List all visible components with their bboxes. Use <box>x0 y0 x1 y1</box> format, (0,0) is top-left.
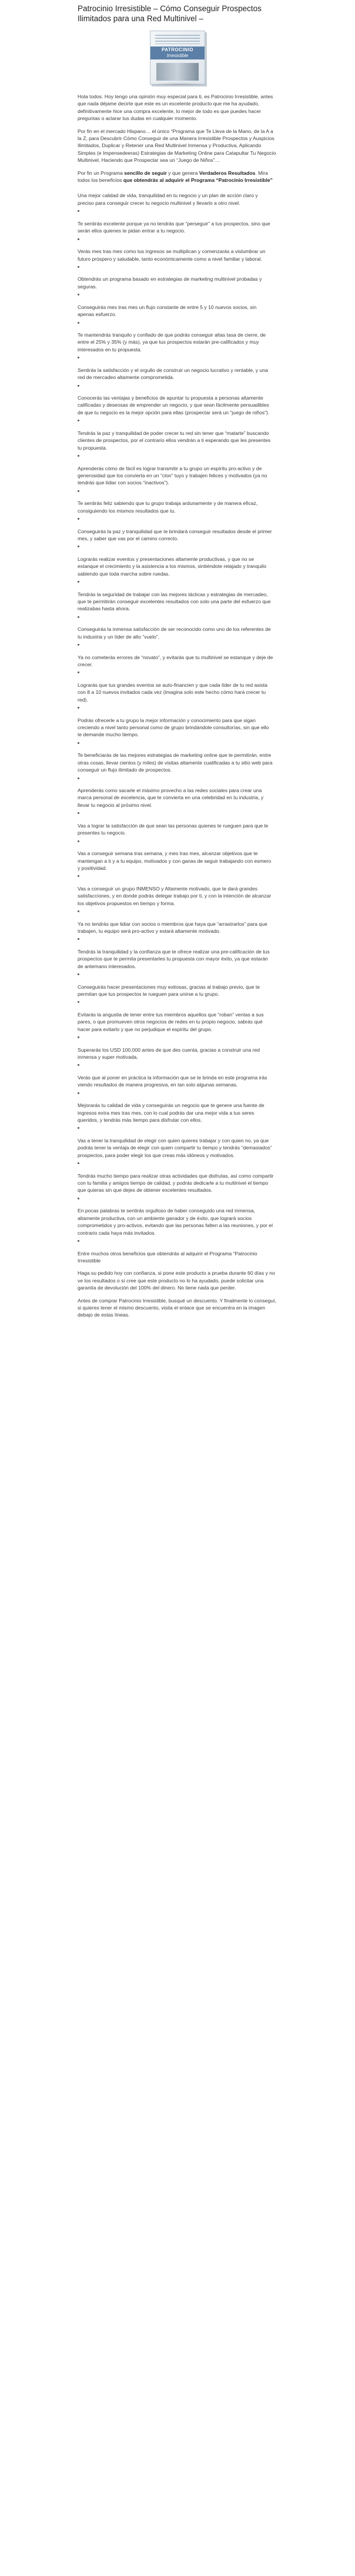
benefit-text: Podrás ofrecerle a tu grupo la mejor información y conocimiento para que sigan creciendo a nivel tanto personal como de grupo brindándole consultorías, sin que ello te demande mucho tiempo. <box>78 717 269 738</box>
benefit-text: Vas a conseguir un grupo INMENSO y Altamente motivado, que te dará grandes satisfacciones, y en donde podrás delegar trabajo por ti, y con la intención de alcanzar los objetivos propuestos en tiempo y forma. <box>78 885 272 906</box>
bullet-icon <box>78 490 79 492</box>
closing-section <box>78 1250 277 1319</box>
cover-shadow <box>146 82 211 86</box>
bullet-icon <box>78 294 79 295</box>
benefit-text: Vas a conseguir semana tras semana, y mes tras mes, alcanzar objetivos que te mantengan a ti y a tu equipo, motivados y con ganas de seguir trabajando con esmero y positividad. <box>78 850 272 871</box>
benefit-text: Sentirás la satisfacción y el orgullo de construir un negocio lucrativo y rentable, y una red de mercadeo altamente comprometida. <box>78 367 268 381</box>
bullet-icon <box>78 1092 79 1094</box>
benefit-item <box>78 192 277 212</box>
benefit-text: Tendrás la paz y tranquilidad de poder crecer tu red sin tener que “matarte” buscando clientes de prospectos, por el contrario ellos vendrán a ti esperando que les presentes tu propuesta. <box>78 430 271 451</box>
bullet-icon <box>78 1162 79 1164</box>
bullet-icon <box>78 644 79 646</box>
benefit-text: Te sentirás feliz sabiendo que tu grupo trabaja ardunamente y de manera eficaz, consiguiendo los mismos resultados que tu. <box>78 500 258 514</box>
benefit-item <box>78 682 277 709</box>
intro-p3-bold-d: Verdaderos Resultados <box>199 169 256 176</box>
closing-paragraph-2: Haga su pedido hoy con confianza, si pone este producto a prueba durante 60 días y no ve los resultados o sí cree que este producto no lo ha ayudado, puede solicitar una garantía de devolución del 100% del dinero. No tiene nada que perder. <box>78 1270 275 1291</box>
benefit-item <box>78 1207 277 1242</box>
bullet-icon <box>78 938 79 940</box>
bullet-icon <box>78 518 79 520</box>
bullet-icon <box>78 812 79 814</box>
benefit-item <box>78 556 277 583</box>
benefit-item <box>78 1011 277 1038</box>
bullet-icon <box>78 385 79 387</box>
benefit-item <box>78 394 277 421</box>
benefit-text: Te beneficiarás de las mejores estrategias de marketing online que te permitirán, entre otras cosas, llevar cientos (y miles) de visitas altamente cualificadas a tu sitio web para conseguir un flujo ilimitado de prospectos. <box>78 752 273 773</box>
bullet-icon <box>78 672 79 673</box>
benefit-item <box>78 885 277 912</box>
bullet-icon <box>78 777 79 779</box>
bullet-icon <box>78 1240 79 1242</box>
benefit-text: Vas a tener la tranquilidad de elegir con quien quieres trabajar y con quien no, ya que podrás tener la ventaja de elegir con quien compartir tu tiempo y tendrás “demasiados” prospectos, para poder elegir los que creas más idóneos y motivados. <box>78 1137 272 1158</box>
benefit-text: Evitarás la angustia de tener entre tus miembros aquellos que “roban” ventas a sus pares, o que promueven otros negocios de redes en tu propio negocio, sabrás qué hacer para evitarlo y que no perjudique el espíritu del grupo. <box>78 1011 264 1032</box>
benefit-text: Verás mes tras mes como tus ingresos se multiplican y comenzarás a vislumbrar un futuro próspero y saludable, tanto económicamente como a nivel familiar y laboral. <box>78 248 266 262</box>
closing-paragraph-1: Entre muchos otros beneficios que obtendrás al adquirir el Programa “Patrocinio Irresistible <box>78 1250 257 1264</box>
intro-p3-part-e: . Mira todos los beneficios <box>78 169 268 184</box>
bullet-icon <box>78 910 79 912</box>
benefit-text: Una mejor calidad de vida, tranquilidad en tu negocio y un plan de acción claro y preciso para conseguir crecer tu negocio multinivel y llevarlo a otro nivel. <box>78 192 258 206</box>
intro-paragraph-2: Por fin en el mercado Hispano… el único “Programa que Te Lleva de la Mano, de la A a la Z, para Descubrir Cómo Conseguir de una Manera Irresistible Prospectos y Auspicios Ilimitados, Duplicar y Retener una Red Multinivel Inmensa y Productiva, Aplicando Simples (e Impensedeeras) Estrategias de Marketing Online para Catapultar Tu Negocio Multinivel, Haciendo que Prospectar sea un “Juego de Niños”… <box>78 128 276 164</box>
page-title: Patrocinio Irresistible – Cómo Conseguir Prospectos Ilimitados para una Red Multinivel – <box>78 4 262 23</box>
benefit-text: Te mantendrás tranquilo y confiado de que podrás conseguir altas tasa de cierre, de entre el 25% y 35% (y más), ya que tus prospectos estarán pre-calificados y muy interesados en tu propuesta. <box>78 332 266 353</box>
benefit-text: Aprenderás cómo de fácil es lograr transmitir a tu grupo un espíritu pro-activo y de generosidad que los convierta en un “clon” tuyo y trabajen felices y motivados (ya no tendrás que lidiar con socios “inactivos”). <box>78 465 267 486</box>
benefit-item <box>78 220 277 240</box>
benefit-text: En pocas palabras te sentirás orgulloso de haber conseguido una red inmensa, altamente productiva, con un ambiente ganador y de éxito, que logrará socios comprometidos y pro-activos, evitando que las personas falten a las reuniones, y por el contrario cada haya más invitados. <box>78 1208 273 1236</box>
intro-paragraph-1: Hola todos. Hoy tengo una opinión muy especial para ti, es Patrocinio Irresistible, antes que nada déjame decirte que este es un excelente producto que me ha ayudado, definitivamente hice una compra excelente, lo mejor de todo es que puedes hacer preguntas o aclarar tus dudas en cualquier momento. <box>78 94 273 122</box>
bullet-icon <box>78 581 79 583</box>
benefit-item <box>78 591 277 618</box>
benefit-item <box>78 717 277 744</box>
benefit-text: Tendrás la tranquilidad y la confianza que te ofrece realizar una pre-calificación de tus prospectos que te permita presentarles tu propuesta con mayor éxito, ya que estarán de antemano interesados. <box>78 948 270 969</box>
bullet-icon <box>78 1036 79 1038</box>
bullet-icon <box>78 707 79 709</box>
benefit-item <box>78 948 277 975</box>
bullet-icon <box>78 1127 79 1129</box>
benefit-item <box>78 331 277 358</box>
benefit-text: Superarás los USD 100.000 antes de que des cuenta, gracias a construir una red inmensa y super motivada. <box>78 1046 260 1060</box>
benefit-item <box>78 1137 277 1164</box>
bullet-icon <box>78 875 79 877</box>
benefit-text: Lograrás que tus grandes eventos se auto-financien y que cada líder de tu red asista con 8 a 10 nuevos invitados cada vez (imagina solo este hecho cómo hará crecer tu red). <box>78 682 267 703</box>
benefit-text: Lograrás realizar eventos y presentaciones altamente productivas, y que no se estanque el crecimiento y la asistencia a los mismos, sintiéndote relajado y tranquilo sabiendo que toda marcha sobre ruedas. <box>78 556 266 577</box>
benefit-item <box>78 528 277 548</box>
benefits-list <box>78 192 277 1242</box>
benefit-item <box>78 367 277 387</box>
benefit-text: Aprenderás como sacarle el máximo provecho a las redes sociales para crear una marca personal de excelencia, que te convierta en una celebridad en tu industria, y llevar tu negocio al próximo nivel. <box>78 787 264 808</box>
bullet-icon <box>78 1064 79 1066</box>
benefit-item <box>78 1046 277 1066</box>
benefit-text: Verás que al poner en práctica la información que se te brinda en este programa irás viendo resultados de manera progresiva, en tan solo algunas semanas. <box>78 1074 267 1088</box>
benefit-item <box>78 626 277 646</box>
bullet-icon <box>78 210 79 212</box>
cover-band-title: PATROCINIO <box>161 47 194 52</box>
bullet-icon <box>78 1001 79 1003</box>
benefit-item <box>78 1102 277 1129</box>
benefit-text: Conseguirás la paz y tranquilidad que te brindará conseguir resultados desde el primer mes, y saber que vas por el camino correcto. <box>78 528 272 541</box>
benefit-text: Tendrás mucho tiempo para realizar otras actividades que disfrutas, así como compartir con tu familia y amigos tiempo de calidad, y podrás dedicarle a tu multinivel el tiempo que quieras sin que dejes de obtener excelentes resultados. <box>78 1172 274 1194</box>
benefit-item <box>78 465 277 492</box>
bullet-icon <box>78 322 79 324</box>
benefit-item <box>78 275 277 295</box>
benefit-text: Tendrás la seguridad de trabajar con las mejores tácticas y estrategias de mercadeo, que te permitirán conseguir excelentes resultados con solo una parte del esfuerzo que realizabas hasta ahora. <box>78 591 271 612</box>
product-cover-image <box>139 28 216 87</box>
bullet-icon <box>78 455 79 457</box>
intro-paragraph-3 <box>78 169 277 184</box>
benefit-text: Conseguirás la inmensa satisfacción de ser reconocido como uno de los referentes de tu industria y un líder de alto “vuelo”. <box>78 626 271 640</box>
benefit-item <box>78 920 277 940</box>
benefit-text: Conocerás las ventajas y beneficios de apuntar tu propuesta a personas altamente calificadas y deseosas de emprender un negocio, y que sean fácilmente persuadibles de que tu negocio es la mejor opción para ellas (prospectar será un “juego de niños”). <box>78 395 270 416</box>
intro-p3-part-a: Por fin un Programa <box>78 169 125 176</box>
bullet-icon <box>78 840 79 842</box>
benefit-item <box>78 787 277 814</box>
product-box <box>150 31 205 85</box>
cover-band-subtitle: Irresistible <box>166 53 189 58</box>
bullet-icon <box>78 238 79 240</box>
intro-p3-bold-b: sencillo de seguir <box>124 169 167 176</box>
benefit-item <box>78 822 277 842</box>
cover-text-lines <box>155 35 200 44</box>
benefit-item <box>78 500 277 520</box>
bullet-icon <box>78 546 79 547</box>
bullet-icon <box>78 1198 79 1199</box>
benefit-item <box>78 248 277 268</box>
benefit-item <box>78 1074 277 1094</box>
bullet-icon <box>78 742 79 744</box>
bullet-icon <box>78 973 79 975</box>
benefit-text: Ya no tendrás que lidiar con socios o miembros que haya que “arrastrarlos” para que trabajen, tu equipo será pro-activo y estará altamente motivado. <box>78 920 267 934</box>
benefit-item <box>78 430 277 457</box>
benefit-text: Conseguirás mes tras mes un flujo constante de entre 5 y 10 nuevos socios, sin apenas esfuerzo. <box>78 304 257 318</box>
benefit-text: Ya no cometerás errores de “novato”, y evitarás que tu multinivel se estanque y deje de crecer. <box>78 654 273 667</box>
benefit-item <box>78 654 277 674</box>
benefit-text: Conseguirás hacer presentaciones muy exitosas, gracias al trabajo previo, que te permitan que tus prospectos te rueguen para unirse a tu grupo. <box>78 983 260 997</box>
benefit-item <box>78 983 277 1003</box>
benefit-text: Obtendrás un programa basado en estrategias de marketing multinivel probadas y seguras. <box>78 276 262 290</box>
intro-p3-part-c: y que genera <box>166 169 199 176</box>
bullet-icon <box>78 266 79 268</box>
benefit-text: Mejorarás tu calidad de vida y conseguirás un negocio que te genere una fuente de ingresos extra mes tras mes, con lo cual podrás dar una mejor vida a tus seres queridos, y tendrás más tiempo para disfrutar con ellos. <box>78 1102 264 1124</box>
cover-photo <box>156 63 199 81</box>
benefit-text: Vas a lograr la satisfacción de que sean las personas quienes te rueguen para que le presentes tu negocio. <box>78 822 269 836</box>
benefit-item <box>78 1172 277 1199</box>
benefit-item <box>78 752 277 779</box>
bullet-icon <box>78 420 79 421</box>
bullet-icon <box>78 357 79 358</box>
benefit-item <box>78 850 277 877</box>
benefit-text: Te sentirás excelente porque ya no tendrás que “perseguir” a tus prospectos, sino que serán ellos quienes te pidan entrar a tu negocio. <box>78 220 270 234</box>
intro-p3-bold-f: que obtendrás al adquirir el Programa “Patrocinio Irresistible” <box>123 177 273 184</box>
benefit-item <box>78 304 277 324</box>
closing-paragraph-3: Antes de comprar Patrocinio Irresistible, busqué un descuento. Y finalmente lo conseguí, si quieres tener el mismo descuento, visita el enlace que se encuentra en la imagen debajo de estas líneas. <box>78 1297 276 1318</box>
bullet-icon <box>78 616 79 618</box>
